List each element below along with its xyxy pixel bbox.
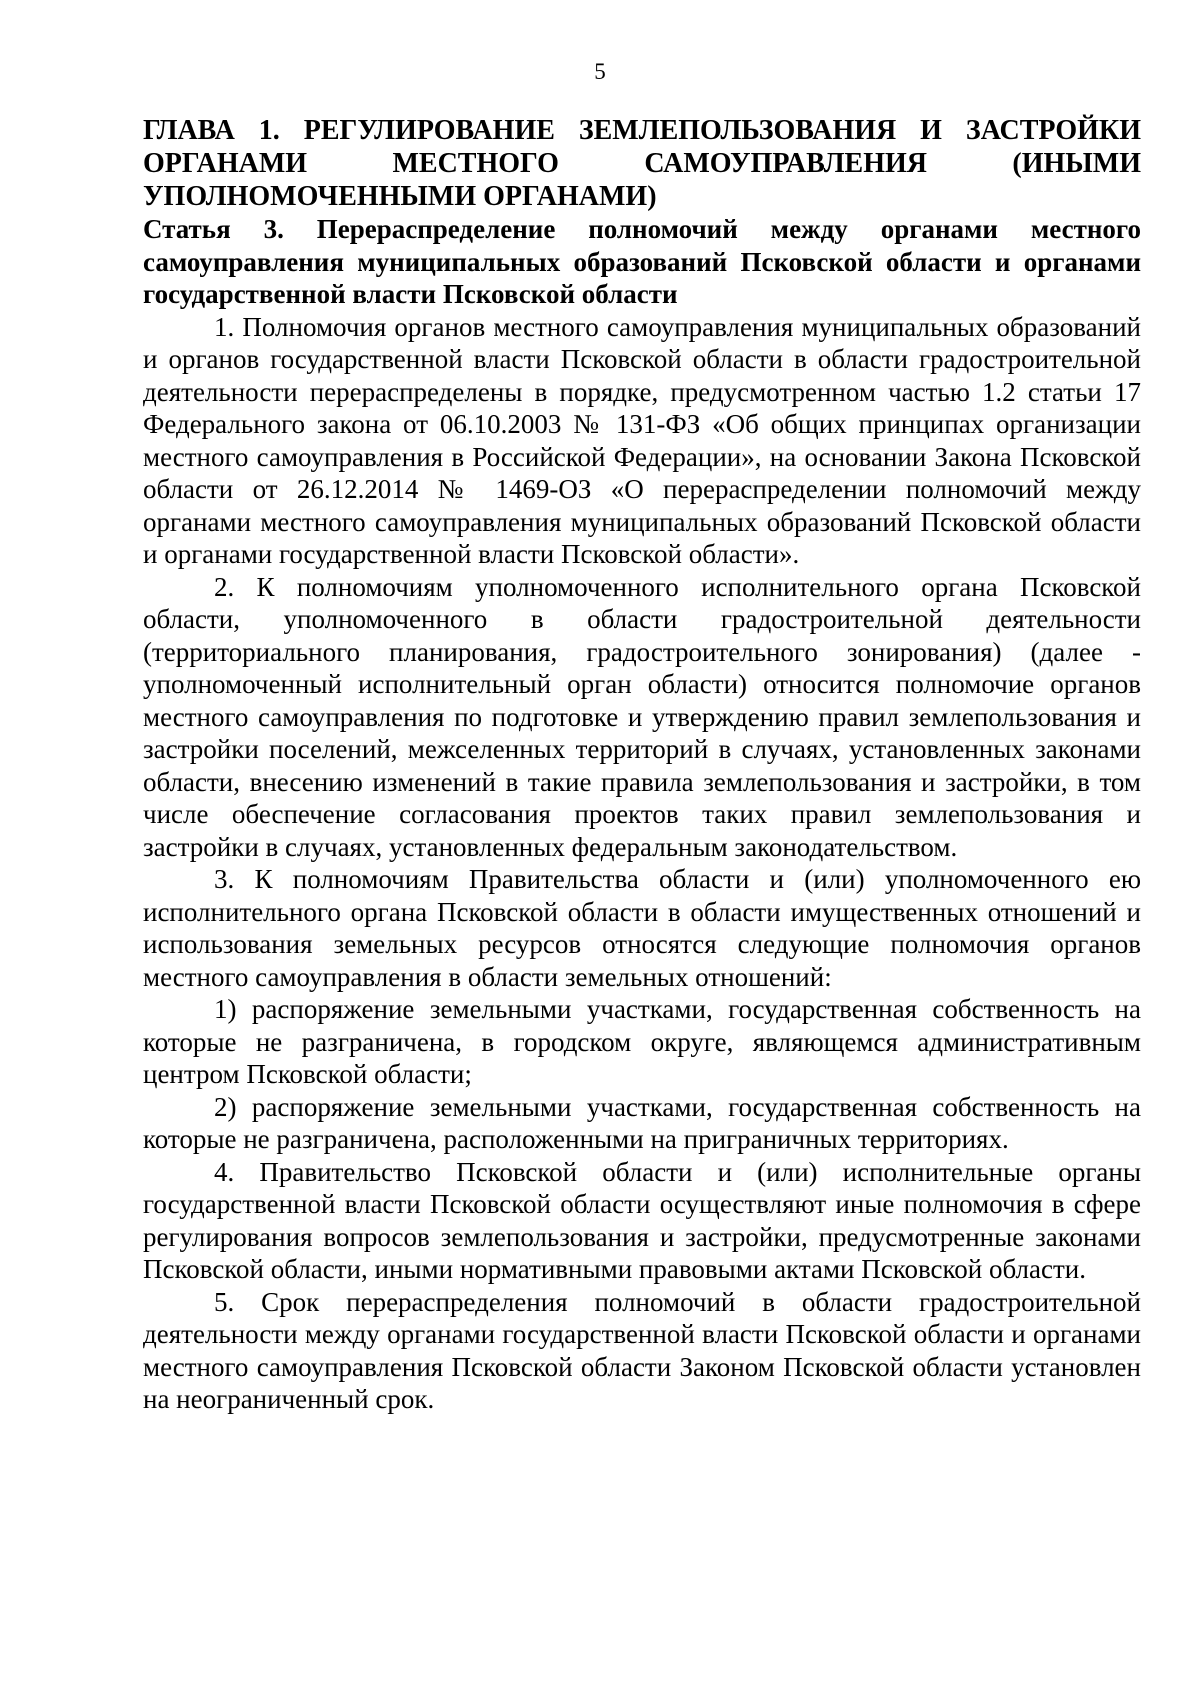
paragraph-5: 5. Срок перераспределения полномочий в области градостроительной деятельности между органами государственной власти Псковской области и органами местного самоуправления Псковской области Законом Псковской области установлен на неограниченный срок.: [143, 1286, 1141, 1414]
paragraph-3-item-1: 1) распоряжение земельными участками, государственная собственность на которые не разграничена, в городском округе, являющемся административным центром Псковской области;: [143, 994, 1141, 1089]
paragraph-3-item-2: 2) распоряжение земельными участками, государственная собственность на которые не разграничена, расположенными на приграничных территориях.: [143, 1091, 1141, 1154]
article-title: Статья 3. Перераспределение полномочий между органами местного самоуправления муниципальных образований Псковской области и органами государственной власти Псковской области: [143, 214, 1141, 309]
paragraph-1: 1. Полномочия органов местного самоуправления муниципальных образований и органов государственной власти Псковской области в области градостроительной деятельности перераспределены в порядке, предусмотренном частью 1.2 статьи 17 Федерального закона от 06.10.2003 № 131-ФЗ «Об общих принципах организации местного самоуправления в Российской Федерации», на основании Закона Псковской области от 26.12.2014 № 1469-ОЗ «О перераспределении полномочий между органами местного самоуправления муниципальных образований Псковской области и органами государственной власти Псковской области».: [143, 311, 1141, 569]
document-body: [143, 114, 1141, 1416]
paragraph-4: 4. Правительство Псковской области и (или) исполнительные органы государственной власти Псковской области осуществляют иные полномочия в сфере регулирования вопросов землепользования и застройки, предусмотренные законами Псковской области, иными нормативными правовыми актами Псковской области.: [143, 1156, 1141, 1284]
paragraph-2: 2. К полномочиям уполномоченного исполнительного органа Псковской области, уполномоченного в области градостроительной деятельности (территориального планирования, градостроительного зонирования) (далее - уполномоченный исполнительный орган области) относится полномочие органов местного самоуправления по подготовке и утверждению правил землепользования и застройки поселений, межселенных территорий в случаях, установленных законами области, внесению изменений в такие правила землепользования и застройки, в том числе обеспечение согласования проектов таких правил землепользования и застройки в случаях, установленных федеральным законодательством.: [143, 571, 1141, 862]
paragraph-3: 3. К полномочиям Правительства области и (или) уполномоченного ею исполнительного органа Псковской области в области имущественных отношений и использования земельных ресурсов относятся следующие полномочия органов местного самоуправления в области земельных отношений:: [143, 864, 1141, 992]
page-number: 5: [594, 59, 606, 84]
chapter-title: ГЛАВА 1. РЕГУЛИРОВАНИЕ ЗЕМЛЕПОЛЬЗОВАНИЯ И ЗАСТРОЙКИ ОРГАНАМИ МЕСТНОГО САМОУПРАВЛЕНИЯ (ИНЫМИ УПОЛНОМОЧЕННЫМИ ОРГАНАМИ): [143, 115, 1141, 212]
